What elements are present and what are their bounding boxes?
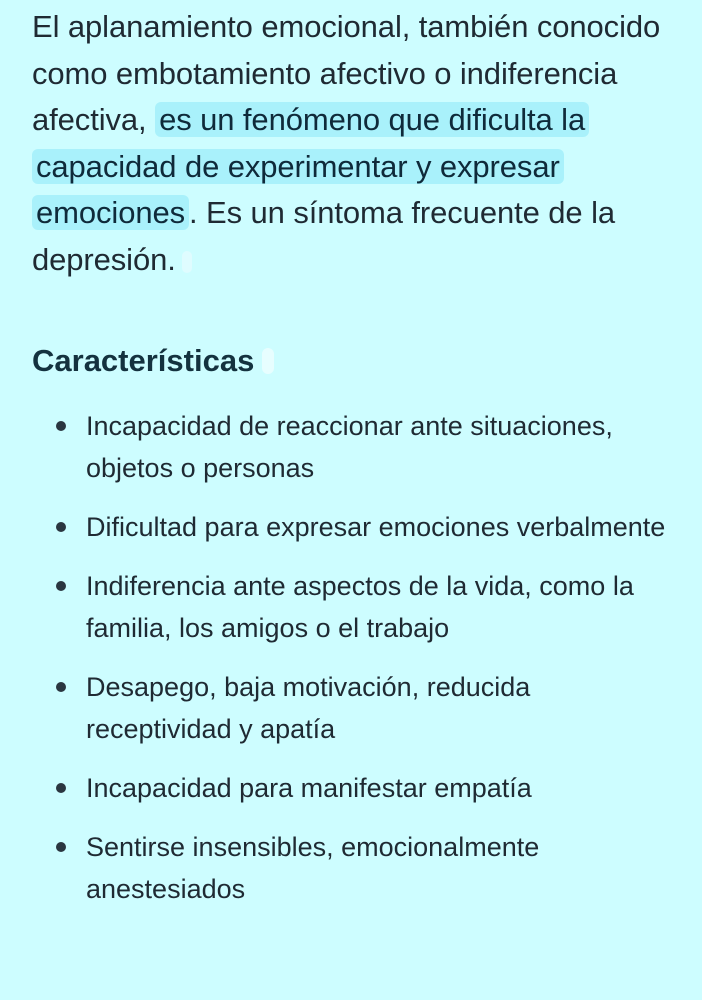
intro-text-before: El aplanamiento emocional, también conocido como embotamiento afectivo o indiferencia afectiva,	[32, 9, 661, 137]
section-title	[32, 341, 670, 381]
highlighted-phrase[interactable]: es un fenómeno que dificulta la capacidad de experimentar y expresar emociones	[32, 102, 589, 230]
list-item: Incapacidad de reaccionar ante situaciones, objetos o personas	[32, 405, 670, 489]
list-item: Desapego, baja motivación, reducida receptividad y apatía	[32, 666, 670, 750]
section-source-icon[interactable]	[262, 348, 274, 374]
intro-text-after: . Es un síntoma frecuente de la depresión.	[32, 195, 615, 277]
source-link-icon[interactable]	[182, 251, 192, 273]
list-item: Indiferencia ante aspectos de la vida, como la familia, los amigos o el trabajo	[32, 565, 670, 649]
intro-paragraph	[32, 4, 670, 283]
characteristics-list	[32, 405, 670, 910]
list-item: Incapacidad para manifestar empatía	[32, 767, 670, 809]
list-item: Sentirse insensibles, emocionalmente anestesiados	[32, 826, 670, 910]
section-title-text: Características	[32, 343, 255, 378]
list-item: Dificultad para expresar emociones verbalmente	[32, 506, 670, 548]
